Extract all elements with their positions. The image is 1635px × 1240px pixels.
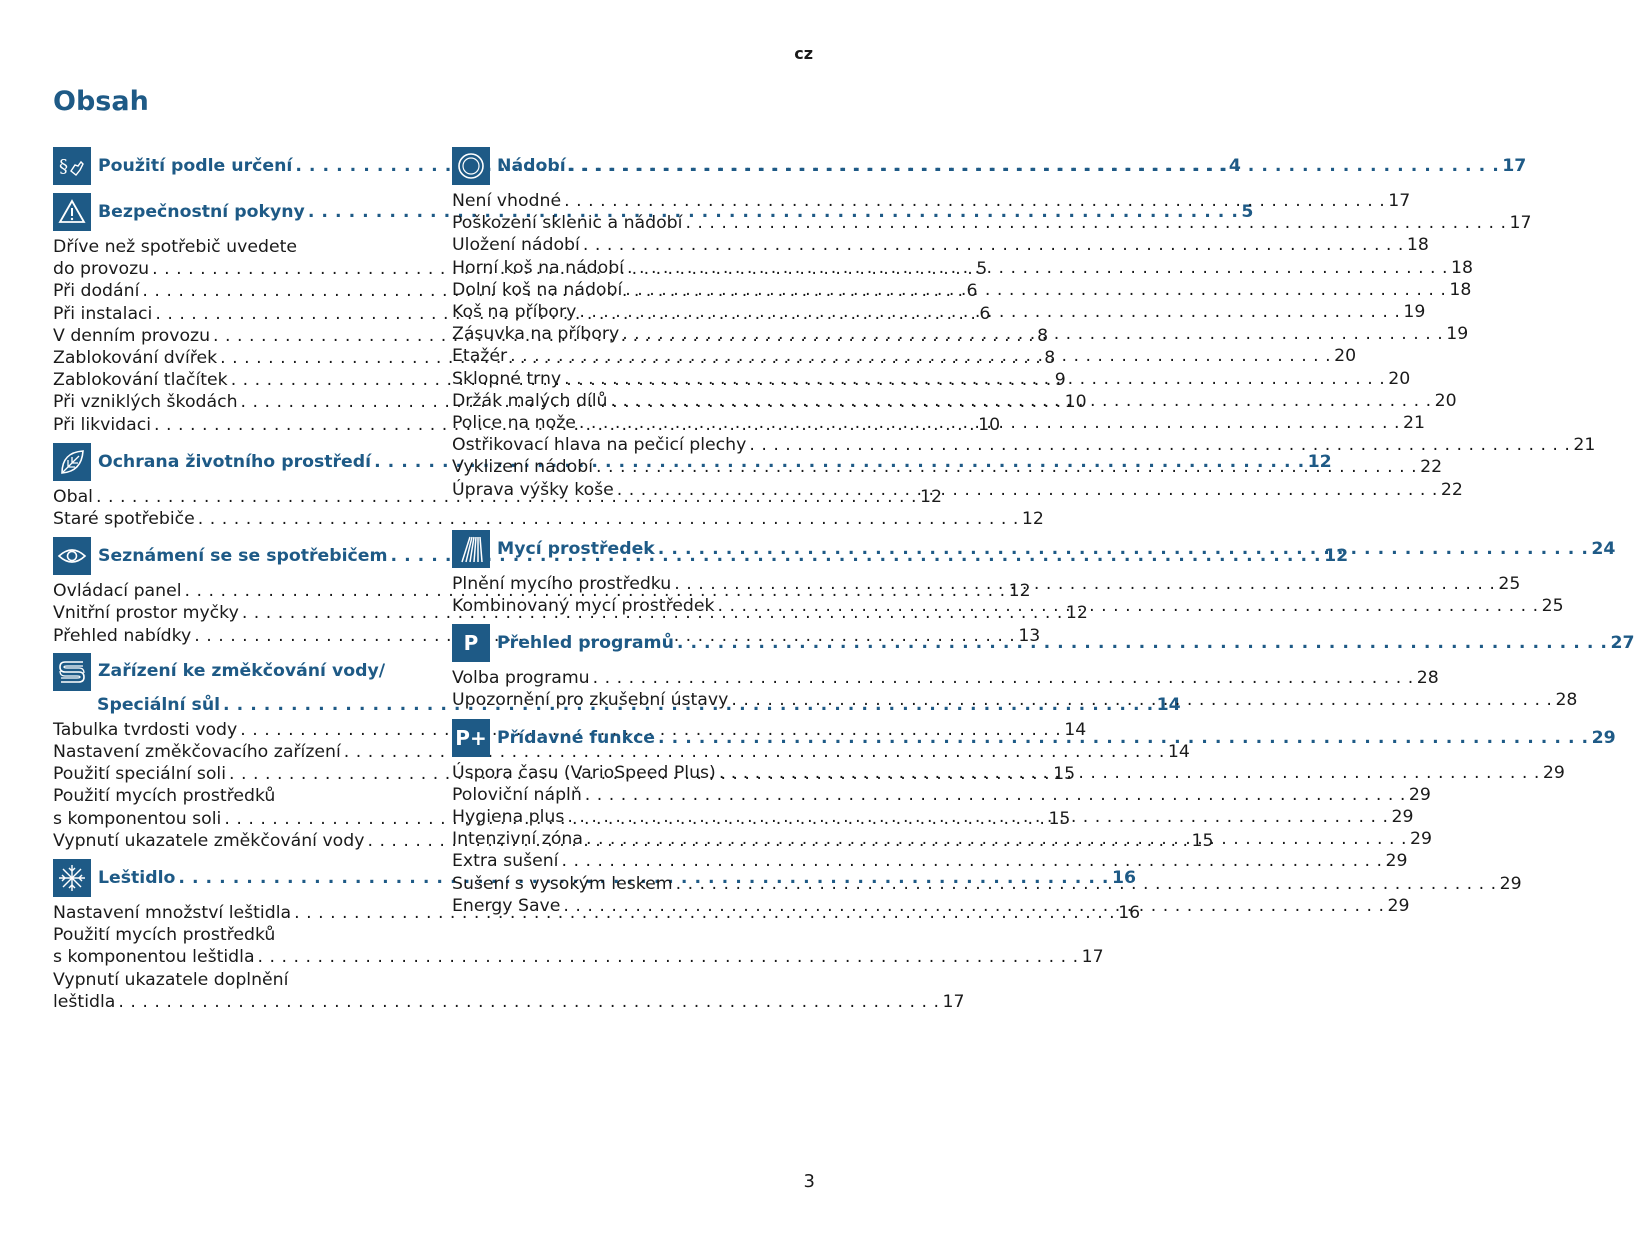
section-title-row-page: 5 <box>1241 202 1254 222</box>
dot-leader <box>676 873 1497 895</box>
toc-entry-label: Volba programu <box>452 668 590 689</box>
toc-entry-label: Upozornění pro zkušební ústavy <box>452 690 729 711</box>
section-title-row-label: Seznámení se se spotřebičem <box>98 546 388 567</box>
toc-entry-page: 29 <box>1385 851 1408 872</box>
section-title-row-page: 4 <box>1228 156 1241 176</box>
section-title-row-page: 17 <box>1502 156 1527 176</box>
toc-entry[interactable] <box>452 257 1474 279</box>
dot-leader <box>625 279 1446 301</box>
toc-entry[interactable] <box>53 969 426 991</box>
toc-entry-page: 20 <box>1334 346 1357 367</box>
toc-entry[interactable] <box>452 234 1429 256</box>
toc-entry[interactable] <box>53 508 1044 530</box>
dot-leader <box>585 784 1406 806</box>
toc-entry-page: 25 <box>1498 573 1521 594</box>
toc-entry-page: 12 <box>1021 509 1044 530</box>
regulation-icon <box>53 147 91 185</box>
toc-entry-label: Vnitřní prostor myčky <box>53 603 239 624</box>
programme-overview-icon: P <box>452 624 490 662</box>
toc-entry-page: 14 <box>1167 742 1190 763</box>
toc-entry-label: s komponentou leštidla <box>53 947 255 968</box>
section-heading[interactable] <box>452 146 1527 186</box>
toc-entry-label: Použití mycích prostředků <box>53 925 276 946</box>
section-title-row-label: Bezpečnostní pokyny <box>98 202 305 222</box>
dot-leader <box>579 301 1400 323</box>
toc-entry[interactable] <box>53 785 426 807</box>
section-title-row[interactable] <box>497 539 1615 559</box>
toc-entry-label: s komponentou soli <box>53 808 222 829</box>
dot-leader <box>731 689 1552 711</box>
dot-leader <box>583 234 1404 256</box>
section-title-row[interactable] <box>497 728 1616 748</box>
section-title-row-page: 16 <box>1111 868 1137 889</box>
dot-leader <box>719 762 1540 784</box>
toc-entry-label: Koš na příbory <box>452 302 577 323</box>
toc-entry[interactable] <box>452 434 1596 456</box>
toc-entry-page: 21 <box>1402 413 1425 434</box>
toc-entry-label: V denním provozu <box>53 325 211 346</box>
toc-entry-label: Energy Save <box>452 895 561 916</box>
toc-entry-label: Obal <box>53 486 93 507</box>
toc-entry-label: Držák malých dílů <box>452 390 608 411</box>
section-heading-text <box>497 728 1616 748</box>
toc-entry[interactable] <box>53 924 426 946</box>
toc-entry-label: Při instalaci <box>53 303 153 324</box>
section-title-row-label: Ochrana životního prostředí <box>98 451 372 472</box>
toc-entry-page: 29 <box>1410 829 1433 850</box>
toc-entry-page: 18 <box>1449 279 1472 300</box>
toc-entry-page: 12 <box>1065 603 1088 624</box>
dot-leader <box>564 368 1385 390</box>
toc-entry-label: Nastavení množství leštidla <box>53 903 292 924</box>
toc-entry[interactable] <box>452 323 1469 345</box>
toc-entry-label: Dříve než spotřebič uvedete <box>53 237 297 257</box>
section-title-row-label: Přehled programů <box>497 633 674 654</box>
section-title-row-page: 27 <box>1610 633 1635 654</box>
leaf-icon <box>53 443 91 481</box>
toc-entry-label: Ostřikovací hlava na pečicí plechy <box>452 435 747 456</box>
toc-entry-label: Kombinovaný mycí prostředek <box>452 596 715 617</box>
toc-entry-page: 29 <box>1499 873 1522 894</box>
toc-entry-label: Zablokování tlačítek <box>53 370 228 391</box>
dot-leader <box>749 434 1570 456</box>
toc-entry-label: do provozu <box>53 259 150 280</box>
toc-entry[interactable] <box>53 741 1190 763</box>
dot-leader <box>579 412 1400 434</box>
section-title-row-label: Přídavné funkce <box>497 727 656 748</box>
dot-leader <box>510 345 1331 367</box>
toc-entry-label: Vyklizení nádobí <box>452 457 594 478</box>
toc-entry-page: 12 <box>920 486 943 507</box>
toc-entry-page: 21 <box>1573 435 1596 456</box>
toc-entry-label: leštidla <box>53 991 116 1012</box>
toc-entry-label: Intenzivní zóna <box>452 829 583 850</box>
toc-entry-page: 10 <box>978 414 1001 435</box>
toc-entry-page: 19 <box>1403 302 1426 323</box>
toc-entry-page: 20 <box>1434 390 1457 411</box>
section-title-row-page: 12 <box>1307 451 1332 472</box>
toc-entry[interactable] <box>452 212 1532 234</box>
toc-entry[interactable] <box>452 279 1472 301</box>
toc-entry-label: Zablokování dvířek <box>53 348 218 369</box>
toc-entry-page: 18 <box>1406 235 1429 256</box>
toc-entry-label: Při dodání <box>53 281 140 302</box>
toc-entry-page: 20 <box>1388 368 1411 389</box>
toc-entry-page: 15 <box>1191 830 1214 851</box>
dot-leader <box>596 456 1417 478</box>
toc-entry-page: 12 <box>1008 581 1031 602</box>
section-title-row-page: 14 <box>1156 694 1181 715</box>
toc-entry-label: Zásuvka na příbory <box>452 324 620 345</box>
dot-leader <box>685 212 1506 234</box>
dot-leader <box>593 667 1414 689</box>
dot-leader <box>674 573 1495 595</box>
toc-entry[interactable] <box>452 368 1411 390</box>
dot-leader <box>718 595 1539 617</box>
toc-entry-label: Plnění mycího prostředku <box>452 573 672 594</box>
toc-entry-page: 29 <box>1391 807 1414 828</box>
toc-entry-label: Hygiena plus <box>452 807 565 828</box>
dot-leader <box>563 895 1384 917</box>
toc-entry-label: Poškození sklenic a nádobí <box>452 213 683 234</box>
toc-entry-label: Uložení nádobí <box>452 235 580 256</box>
toc-entry-page: 13 <box>1018 625 1041 646</box>
dot-leader <box>658 539 1589 559</box>
toc-entry-label: Staré spotřebiče <box>53 509 195 530</box>
dot-leader <box>561 850 1382 872</box>
toc-entry-label: Použití speciální soli <box>53 764 226 785</box>
toc-entry-page: 10 <box>1064 392 1087 413</box>
toc-entry[interactable] <box>452 667 1439 689</box>
toc-entry-page: 29 <box>1387 895 1410 916</box>
additional-functions-icon: P+ <box>452 719 490 757</box>
warning-icon <box>53 193 91 231</box>
toc-entry-page: 8 <box>1037 325 1049 346</box>
toc-entry-label: Úspora času (VarioSpeed Plus) <box>452 762 716 783</box>
section-title-row-label: Nádobí <box>497 156 566 176</box>
toc-entry-page: 19 <box>1446 324 1469 345</box>
toc-entry[interactable] <box>53 991 965 1013</box>
section-heading-text <box>98 653 426 681</box>
toc-entry-label: Extra sušení <box>452 851 559 872</box>
dot-leader <box>677 633 1608 653</box>
toc-entry-page: 25 <box>1541 596 1564 617</box>
toc-entry-page: 15 <box>1048 808 1071 829</box>
toc-entry-page: 14 <box>1064 719 1087 740</box>
dot-leader <box>569 156 1500 176</box>
section-heading-text <box>497 156 1526 176</box>
toc-entry-label: Dolní koš na nádobí <box>452 279 623 300</box>
dot-leader <box>622 323 1443 345</box>
toc-entry-label: Ovládací panel <box>53 581 182 602</box>
dot-leader <box>658 728 1589 748</box>
toc-entry-page: 17 <box>1081 947 1104 968</box>
toc-entry-label: Přehled nabídky <box>53 625 192 646</box>
toc-entry-page: 29 <box>1408 784 1431 805</box>
toc-entry[interactable] <box>452 301 1426 323</box>
section-heading-text <box>497 633 1635 653</box>
toc-entry-page: 17 <box>942 991 965 1012</box>
toc-entry-page: 17 <box>1388 191 1411 211</box>
page-number: 3 <box>803 1171 815 1192</box>
toc-entry-page: 9 <box>1054 370 1066 391</box>
toc-entry-label: Tabulka tvrdosti vody <box>53 719 238 740</box>
dot-leader <box>617 479 1438 501</box>
toc-entry-page: 17 <box>1509 213 1532 234</box>
section-title-row-label: Použití podle určení <box>98 156 293 176</box>
toc-entry[interactable] <box>53 946 1104 968</box>
toc-entry-label: Vypnutí ukazatele doplnění <box>53 969 289 990</box>
toc-entry-page: 16 <box>1118 903 1141 924</box>
toc-entry[interactable] <box>452 190 1411 212</box>
section-title-row-page: 24 <box>1591 538 1616 559</box>
dot-leader <box>258 946 1079 968</box>
toc-entry-label: Vypnutí ukazatele změkčování vody <box>53 830 365 851</box>
dot-leader <box>586 828 1407 850</box>
section-heading[interactable] <box>53 653 426 693</box>
dot-leader <box>627 257 1448 279</box>
page-title: Obsah <box>53 86 149 117</box>
section-title-row-page: 12 <box>1324 546 1349 567</box>
dot-leader <box>567 806 1388 828</box>
dot-leader <box>611 390 1432 412</box>
section-title-row-label: Speciální sůl <box>97 694 221 715</box>
eye-icon <box>53 537 91 575</box>
toc-entry-page: 28 <box>1555 690 1578 711</box>
section-title-line1: Zařízení ke změkčování vody/ <box>98 660 386 681</box>
toc-entry-label: Horní koš na nádobí <box>452 257 624 278</box>
dishes-icon <box>452 147 490 185</box>
language-code: cz <box>794 44 813 63</box>
toc-entry-label: Police na nože <box>452 413 576 434</box>
section-heading-text <box>497 539 1615 559</box>
toc-entry-label: Sušení s vysokým leskem <box>452 873 673 894</box>
toc-entry-page: 29 <box>1542 762 1565 783</box>
toc-entry-label: Poloviční náplň <box>452 784 582 805</box>
toc-entry-page: 5 <box>976 259 988 280</box>
toc-entry-label: Použití mycích prostředků <box>53 786 276 807</box>
toc-entry-page: 28 <box>1416 668 1439 689</box>
dot-leader <box>118 991 939 1013</box>
rinse-aid-icon <box>53 859 91 897</box>
dot-leader <box>564 190 1385 212</box>
section-title-row-page: 29 <box>1591 727 1616 748</box>
water-softener-icon <box>53 653 91 691</box>
section-title-row-label: Mycí prostředek <box>497 538 655 559</box>
toc-entry-page: 6 <box>979 303 991 324</box>
toc-entry[interactable] <box>53 236 426 258</box>
toc-entry[interactable] <box>452 784 1431 806</box>
toc-entry-label: Při vzniklých škodách <box>53 392 238 413</box>
toc-entry-page: 18 <box>1451 257 1474 278</box>
toc-entry[interactable] <box>452 850 1408 872</box>
section-title-row-label: Leštidlo <box>98 868 176 889</box>
toc-entry-page: 22 <box>1440 479 1463 500</box>
toc-entry-page: 15 <box>1053 764 1076 785</box>
toc-entry-label: Při likvidaci <box>53 414 152 435</box>
svg-text:§: § <box>59 156 68 177</box>
toc-entry-label: Sklopné trny <box>452 368 562 389</box>
toc-entry-label: Není vhodné <box>452 191 562 211</box>
toc-entry-label: Nastavení změkčovacího zařízení <box>53 742 341 763</box>
toc-entry-page: 6 <box>966 281 978 302</box>
toc-entry-page: 22 <box>1420 457 1443 478</box>
toc-entry-page: 8 <box>1044 348 1056 369</box>
toc-entry-label: Etažér <box>452 346 508 367</box>
toc-entry[interactable] <box>452 345 1357 367</box>
detergent-icon <box>452 530 490 568</box>
section-title-row[interactable] <box>497 633 1635 653</box>
toc-entry-label: Úprava výšky koše <box>452 479 614 500</box>
section-title-row[interactable] <box>497 156 1526 176</box>
